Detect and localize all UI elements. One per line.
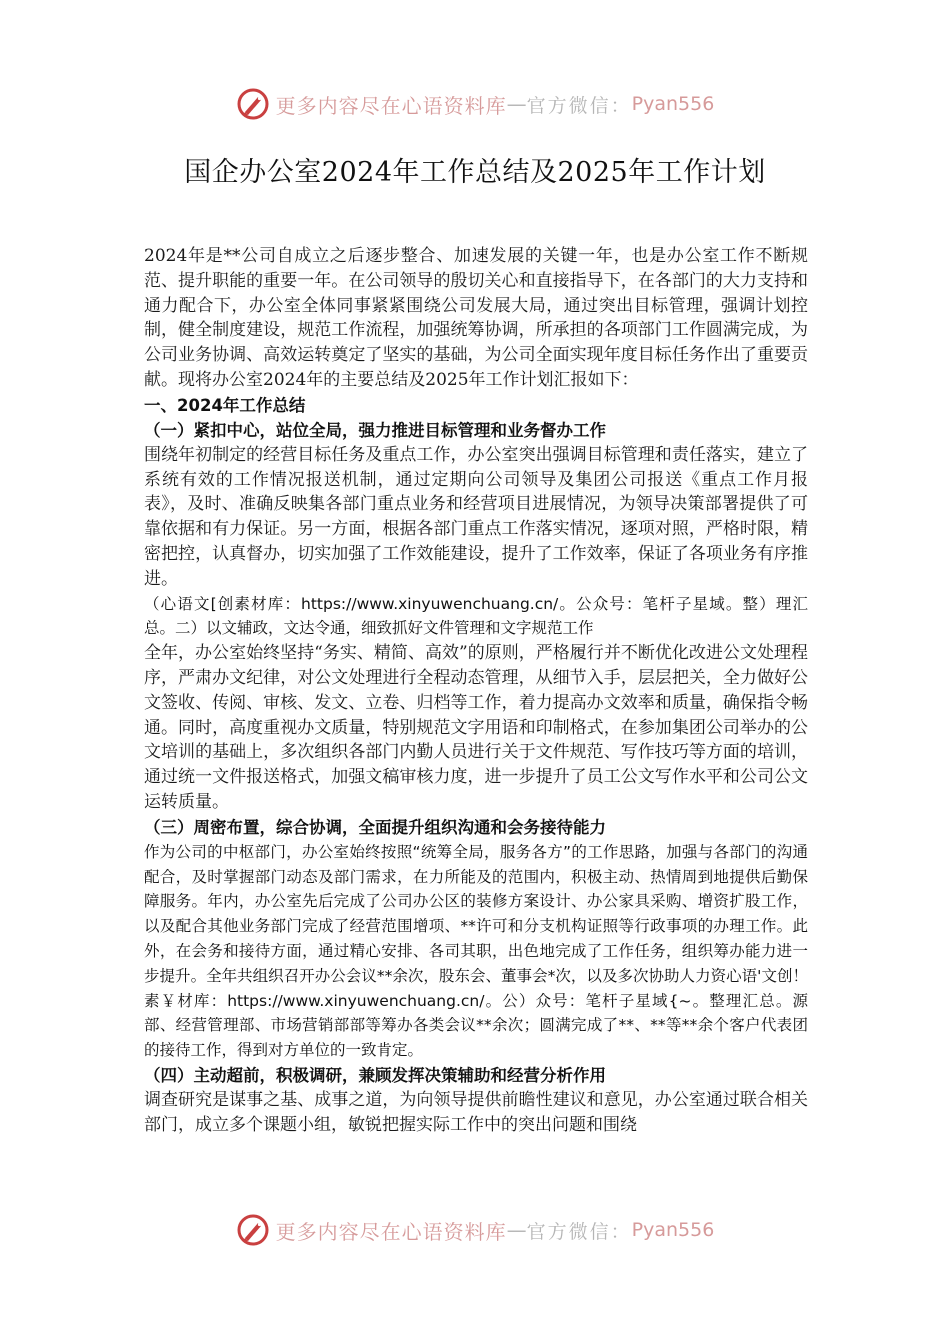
banner-separator: — — [506, 1218, 527, 1242]
header-watermark-banner — [0, 84, 950, 124]
banner-text: 更多内容尽在心语资料库 — [275, 1219, 507, 1244]
document-body — [144, 244, 808, 1138]
banner-wechat-label: 官方微信： — [526, 94, 632, 117]
body-paragraph: 2024年是**公司自成立之后逐步整合、加速发展的关键一年，也是办公室工作不断规范、提升职能的重要一年。在公司领导的殷切关心和直接指导下，在各部门的大力支持和通力配合下，办公室全体同事紧紧围绕公司发展大局，通过突出目标管理，强调计划控制，健全制度建设，规范工作流程，加强统筹协调，所承担的各项部门工作圆满完成，为公司业务协调、高效运转奠定了坚实的基础，为公司全面实现年度目标任务作出了重要贡献。现将办公室2024年的主要总结及2025年工作计划汇报如下： — [144, 246, 808, 390]
section-heading: 一、2024年工作总结 — [144, 395, 306, 415]
banner-separator: — — [506, 92, 527, 116]
banner-wechat-label: 官方微信： — [526, 1220, 632, 1243]
body-paragraph: 围绕年初制定的经营目标任务及重点工作，办公室突出强调目标管理和责任落实，建立了系统有效的工作情况报送机制，通过定期向公司领导及集团公司报送《重点工作月报表》，及时、准确反映集各部门重点业务和经营项目进展情况，为领导决策部署提供了可靠依据和有力保证。另一方面，根据各部门重点工作落实情况，逐项对照，严格时限，精密把控，认真督办，切实加强了工作效能建设，提升了工作效率，保证了各项业务有序推进。 — [144, 444, 808, 589]
body-paragraph: 全年，办公室始终坚持“务实、精简、高效”的原则，严格履行并不断优化改进公文处理程序，严肃办文纪律，对公文处理进行全程动态管理，从细节入手，层层把关，全力做好公文签收、传阅、审核、发文、立卷、归档等工作，着力提高办文效率和质量，确保指令畅通。同时，高度重视办文质量，特别规范文字用语和印制格式，在参加集团公司举办的公文培训的基础上，多次组织各部门内勤人员进行关于文件规范、写作技巧等方面的培训，通过统一文件报送格式，加强文稿审核力度，进一步提升了员工公文写作水平和公司公文运转质量。 — [144, 643, 808, 812]
sans-paragraph: （心语文[创素材库：https://www.xinyuwenchuang.cn/。公众号：笔杆子星域。整）理汇总。二）以文辅政，文达令通，细致抓好文件管理和文字规范工作 — [144, 594, 808, 638]
banner-wechat-id: Pyan556 — [631, 1219, 715, 1241]
body-paragraph: 调查研究是谋事之基、成事之道，为向领导提供前瞻性建议和意见，办公室通过联合相关部门，成立多个课题小组，敏锐把握实际工作中的突出问题和围绕 — [144, 1089, 808, 1135]
pen-circle-logo-icon — [236, 1213, 270, 1247]
section-heading: （一）紧扣中心，站位全局，强力推进目标管理和业务督办工作 — [144, 420, 606, 440]
footer-watermark-banner — [0, 1210, 950, 1250]
document-title: 国企办公室2024年工作总结及2025年工作计划 — [184, 157, 766, 188]
section-heading: （三）周密布置，综合协调，全面提升组织沟通和会务接待能力 — [144, 817, 606, 837]
banner-wechat-id: Pyan556 — [631, 93, 715, 115]
sans-paragraph: 作为公司的中枢部门，办公室始终按照“统筹全局，服务各方”的工作思路，加强与各部门的沟通配合，及时掌握部门动态及部门需求，在力所能及的范围内，积极主动、热情周到地提供后勤保障服务。年内，办公室先后完成了公司办公区的装修方案设计、办公家具采购、增资扩股工作，以及配合其他业务部门完成了经营范围增项、**许可和分支机构证照等行政事项的办理工作。此外，在会务和接待方面，通过精心安排、各司其职，出色地完成了工作任务，组织筹办能力进一步提升。全年共组织召开办公会议**余次，股东会、董事会*次，以及多次协助人力资心语'文创！素￥材库：https://www.xinyuwenchuang.cn/。公）众号：笔杆子星域{~。整理汇总。源部、经营管理部、市场营销部部等筹办各类会议**余次；圆满完成了**、**等**余个客户代表团的接待工作，得到对方单位的一致肯定。 — [144, 842, 808, 1060]
section-heading: （四）主动超前，积极调研，兼顾发挥决策辅助和经营分析作用 — [144, 1065, 606, 1085]
banner-text: 更多内容尽在心语资料库 — [275, 93, 507, 118]
pen-circle-logo-icon — [236, 87, 270, 121]
